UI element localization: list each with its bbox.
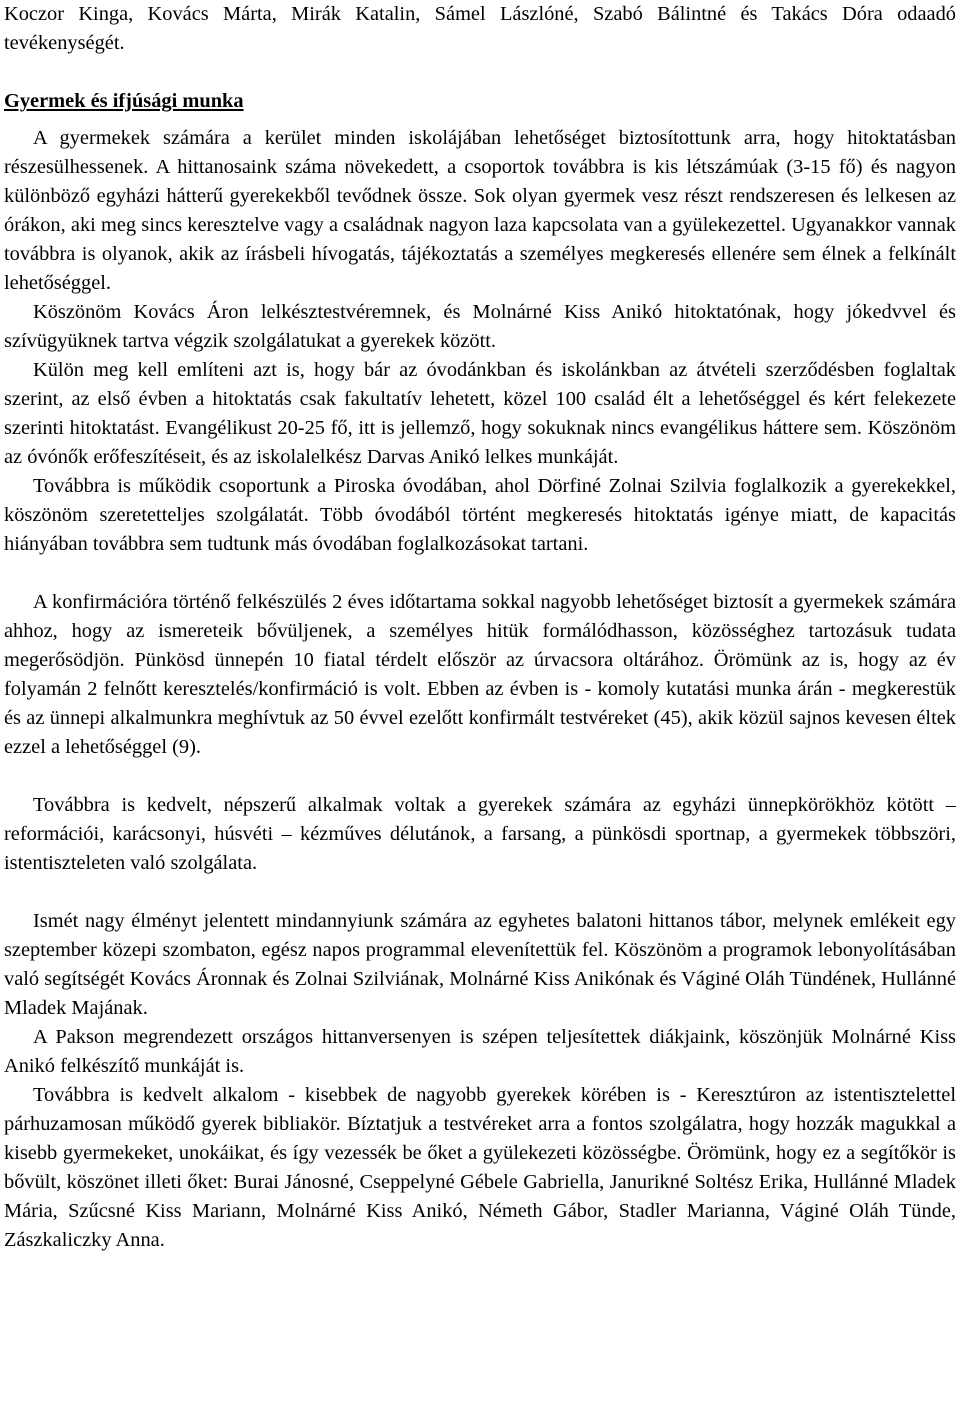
paragraph-ovoda-iskola: Külön meg kell említeni azt is, hogy bár az óvodánkban és iskolánkban az átvételi szerződésben foglaltak szerint, az első évben a hitoktatás csak fakultatív lehetett, közel 100 család élt a lehetőséggel és kért felekezete szerinti hitoktatást. Evangélikust 20-25 fő, itt is jellemző, hogy sokuknak nincs evangélikus háttere sem. Köszönöm az óvónők erőfeszítéseit, és az iskolalelkész Darvas Anikó lelkes munkáját. [4,359,956,468]
paragraph-bibliakor: Továbbra is kedvelt alkalom - kisebbek de nagyobb gyerekek körében is - Keresztúron az istentisztelettel párhuzamosan működő gyerek bibliakör. Bíztatjuk a testvéreket arra a fontos szolgálatra, hogy hozzák magukkal a kisebb gyermekeket, unokáikat, és így vezessék be őket a gyülekezeti közösségbe. Örömünk, hogy ez a segítőkör is bővült, köszönet illeti őket: Burai Jánosné, Cseppelyné Gébele Gabriella, Janurikné Soltész Erika, Hullánné Mladek Mária, Szűcsné Kiss Mariann, Molnárné Kiss Anikó, Németh Gábor, Stadler Marianna, Váginé Oláh Tünde, Zászkaliczky Anna. [4,1084,956,1251]
spacer [4,559,956,588]
spacer [4,58,956,87]
intro-paragraph: Koczor Kinga, Kovács Márta, Mirák Katalin, Sámel Lászlóné, Szabó Bálintné és Takács Dóra odaadó tevékenységét. [4,3,956,54]
paragraph-hittanverseny: A Pakson megrendezett országos hittanversenyen is szépen teljesítettek diákjaink, köszönjük Molnárné Kiss Anikó felkészítő munkáját is. [4,1026,956,1077]
spacer [4,878,956,907]
paragraph-koszonet-hitoktatok: Köszönöm Kovács Áron lelkésztestvéremnek, és Molnárné Kiss Anikó hitoktatónak, hogy jókedvvel és szívügyüknek tartva végzik szolgálatukat a gyerekek között. [4,301,956,352]
paragraph-konfirmacio: A konfirmációra történő felkészülés 2 éves időtartama sokkal nagyobb lehetőséget biztosít a gyermekek számára ahhoz, hogy az ismereteik bővüljenek, a személyes hitük formálódhasson, közösséghez tartozásuk tudata megerősödjön. Pünkösd ünnepén 10 fiatal térdelt először az úrvacsora oltárához. Örömünk az is, hogy az év folyamán 2 felnőtt keresztelés/konfirmáció is volt. Ebben az évben is - komoly kutatási munka árán - megkerestük és az ünnepi alkalmunkra meghívtuk az 50 évvel ezelőtt konfirmált testvéreket (45), akik közül sajnos kevesen éltek ezzel a lehetőséggel (9). [4,591,956,758]
paragraph-hitoktatas: A gyermekek számára a kerület minden iskolájában lehetőséget biztosítottunk arra, hogy hitoktatásban részesülhessenek. A hittanosaink száma növekedett, a csoportok továbbra is kis létszámúak (3-15 fő) és nagyon különböző egyházi hátterű gyerekekből tevődnek össze. Sok olyan gyermek vesz részt rendszeresen és lelkesen az órákon, aki meg sincs keresztelve vagy a családnak nagyon laza kapcsolata van a gyülekezettel. Ugyanakkor vannak továbbra is olyanok, akik az írásbeli hívogatás, tájékoztatás a személyes megkeresés ellenére sem élnek a felkínált lehetőséggel. [4,127,956,294]
paragraph-unnepkori-alkalmak: Továbbra is kedvelt, népszerű alkalmak voltak a gyerekek számára az egyházi ünnepkörökhöz kötött – reformációi, karácsonyi, húsvéti – kézműves délutánok, a farsang, a pünkösdi sportnap, a gyermekek többszöri, istentiszteleten való szolgálata. [4,794,956,874]
spacer [4,116,956,124]
paragraph-piroska-ovoda: Továbbra is működik csoportunk a Piroska óvodában, ahol Dörfiné Zolnai Szilvia foglalkozik a gyerekekkel, köszönöm szeretetteljes szolgálatát. Több óvodából történt megkeresés hitoktatás igénye miatt, de kapacitás hiányában továbbra sem tudtunk más óvodában foglalkozásokat tartani. [4,475,956,555]
spacer [4,762,956,791]
section-heading: Gyermek és ifjúsági munka [4,90,244,112]
paragraph-balatoni-tabor: Ismét nagy élményt jelentett mindannyiunk számára az egyhetes balatoni hittanos tábor, melynek emlékeit egy szeptember közepi szombaton, egész napos programmal elevenítettük fel. Köszönöm a programok lebonyolításában való segítségét Kovács Áronnak és Zolnai Szilviának, Molnárné Kiss Anikónak és Váginé Oláh Tündének, Hullánné Mladek Majának. [4,910,956,1019]
